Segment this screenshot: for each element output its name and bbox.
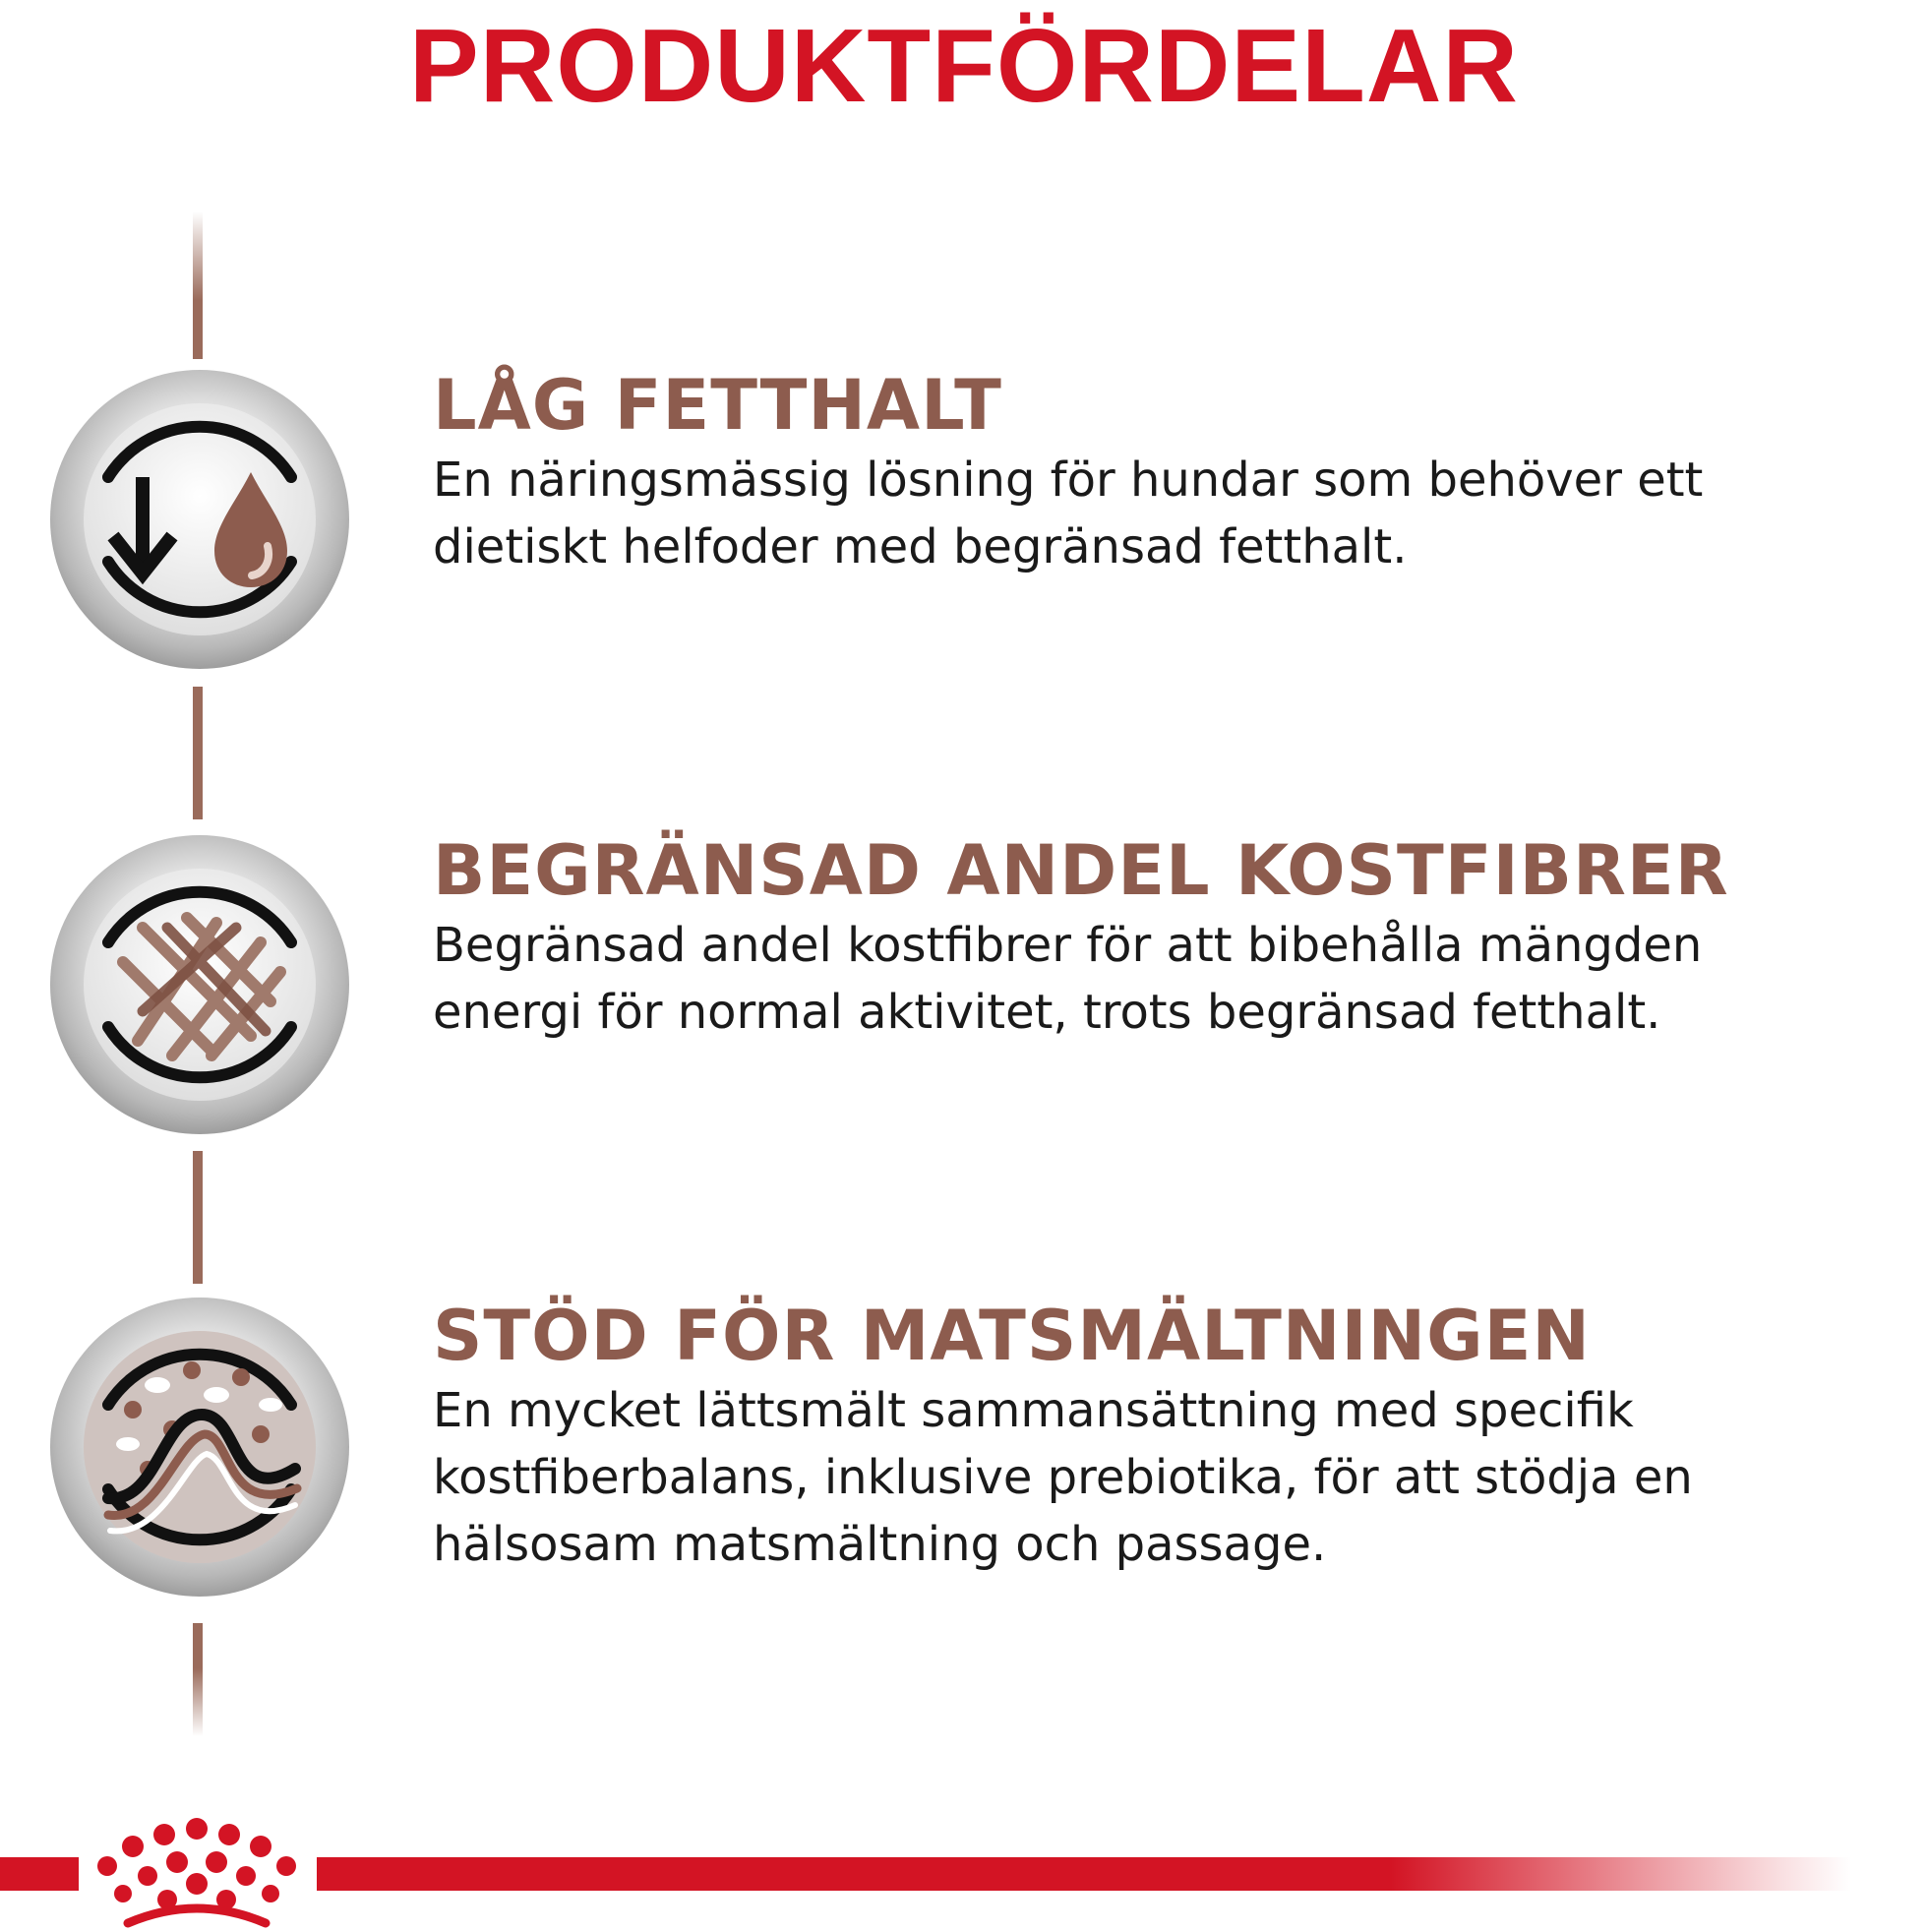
footer-bar-right (317, 1857, 1851, 1891)
fiber-mesh-icon (49, 834, 350, 1135)
footer-bar-left (0, 1857, 79, 1891)
benefit-text: En näringsmässig lösning för hundar som behöver ett dietiskt helfoder med begränsad fetthalt. (433, 453, 1704, 574)
benefit-item (433, 1295, 1908, 1578)
page-title: PRODUKTFÖRDELAR (409, 8, 1519, 124)
digestion-icon (49, 1297, 350, 1598)
timeline-segment (193, 1623, 203, 1736)
royal-canin-crown-logo (93, 1815, 300, 1928)
benefit-title: BEGRÄNSAD ANDEL KOSTFIBRER (433, 830, 1729, 911)
timeline-segment (193, 211, 203, 359)
benefit-item (433, 829, 1908, 1046)
timeline-segment (193, 1151, 203, 1284)
low-fat-drop-icon (49, 369, 350, 670)
benefit-title: LÅG FETTHALT (433, 365, 1002, 446)
timeline-segment (193, 687, 203, 819)
benefit-item (433, 364, 1908, 580)
benefit-title: STÖD FÖR MATSMÄLTNINGEN (433, 1296, 1591, 1376)
benefit-text: Begränsad andel kostfibrer för att bibehålla mängden energi för normal aktivitet, trots begränsad fetthalt. (433, 918, 1703, 1040)
benefit-text: En mycket lättsmält sammansättning med specifik kostfiberbalans, inklusive prebiotika, för att stödja en hälsosam matsmältning och passage. (433, 1383, 1693, 1572)
